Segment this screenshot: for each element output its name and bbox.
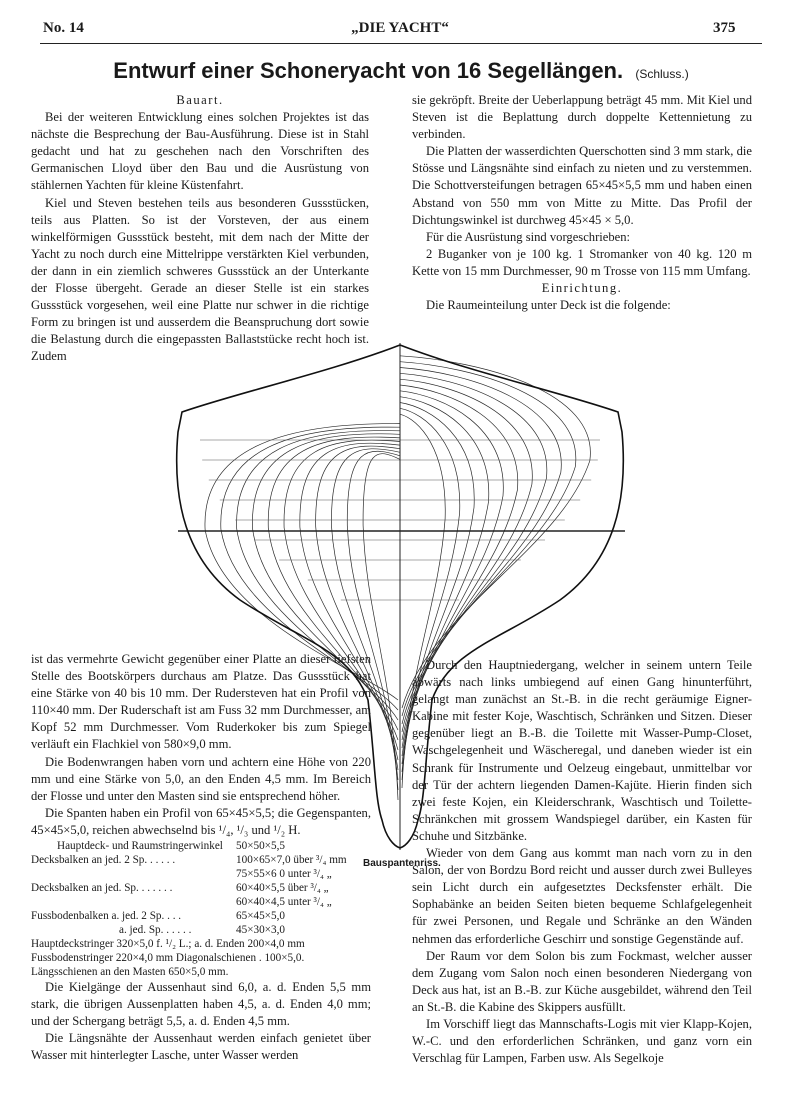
spec-value: 50×50×5,5 <box>236 840 285 853</box>
spec-value: 60×40×4,5 unter ³/₄ „ <box>236 896 332 909</box>
spec-label <box>31 895 236 909</box>
spec-line: Fussbodenstringer 220×4,0 mm Diagonalschienen . 100×5,0. <box>31 952 305 965</box>
spec-line: Hauptdeckstringer 320×5,0 f. ¹/₂ L.; a. d. Enden 200×4,0 mm <box>31 938 305 951</box>
paragraph: Die Bodenwrangen haben vorn und achtern eine Höhe von 220 mm und eine Stärke von 5,0, an den Enden 4,5 mm. Im Bereich der Flosse und unter den Masten sind sie entsprechend höher. <box>31 754 371 803</box>
paragraph: sie gekröpft. Breite der Ueberlappung beträgt 45 mm. Mit Kiel und Steven ist die Beplattung durch doppelte Kettennietung zu verbinden. <box>412 93 752 142</box>
spec-row <box>31 923 371 937</box>
specs-table <box>31 839 371 979</box>
paragraph: Die Raumeinteilung unter Deck ist die folgende: <box>426 298 671 313</box>
spec-value: 100×65×7,0 über ³/₄ mm <box>236 854 347 867</box>
paragraph: Die Spanten haben ein Profil von 65×45×5,5; die Gegenspanten, 45×45×5,0, reichen abwechselnd bis ¹/₄, ¹/₃ und ¹/₂ H. <box>31 805 371 837</box>
spec-value: 45×30×3,0 <box>236 924 285 937</box>
subheading-einrichtung: Einrichtung. <box>541 281 623 296</box>
spec-label: Fussbodenbalken a. jed. 2 Sp. . . . <box>31 910 182 923</box>
paragraph: Kiel und Steven bestehen teils aus besonderen Gussstücken, teils aus Platten. So ist der Vorsteven, der aus einem winkelförmigen Gussstück besteht, mit dem nach der Mitte der Yacht zu noch durch eine Mittelrippe verstärkten Kiel verbunden, der dann in ein ziemlich schweres Gussstück an der Unterkante der Flosse übergeht. Gerade an dieser Stelle ist ein starkes Gussstück vorgesehen, weil eine Platte nur schwer in die richtige Form zu bringen ist und ausserdem die Beanspruchung dort sowie die Belastung durch die eingepassten Ballaststücke recht hoch ist. Zudem <box>31 195 369 364</box>
spec-line: Längsschienen an den Masten 650×5,0 mm. <box>31 966 229 979</box>
article-title-note: (Schluss.) <box>635 67 689 81</box>
spec-row <box>31 909 371 923</box>
spec-row <box>31 881 371 895</box>
spec-row <box>31 839 371 853</box>
paragraph: Für die Ausrüstung sind vorgeschrieben: <box>426 229 631 244</box>
column-left-bottom <box>31 651 371 1065</box>
spec-row <box>31 853 371 867</box>
spec-value: 60×40×5,5 über ³/₄ „ <box>236 882 329 895</box>
spec-value: 75×55×6 0 unter ³/₄ „ <box>236 868 332 881</box>
subheading-bauart: Bauart. <box>176 93 224 107</box>
page-number: 375 <box>713 20 736 36</box>
paragraph: Im Vorschiff liegt das Mannschafts-Logis mit vier Klapp-Kojen, W.-C. und den erforderlichen Schränken, und ganz vorn ein Verschlag für Lampen, Farben usw. Als Segelkoje <box>412 1016 752 1066</box>
spec-label: Decksbalken an jed. 2 Sp. . . . . . <box>31 854 176 867</box>
paragraph: ist das vermehrte Gewicht gegenüber einer Platte an dieser tiefsten Stelle des Bootskörpers durchaus am Platze. Das Gussstück hat eine Stärke von 40 bis 10 mm. Der Rudersteven hat ein Profil von 110×40 mm. Der Ruderschaft ist am Fuss 32 mm Durchmesser, am Kopf 52 mm Durchmesser. Vom Ruderkoker bis zum Spiegel verläuft ein Flachkiel von 580×9,0 mm. <box>31 652 371 752</box>
paragraph: Die Kielgänge der Aussenhaut sind 6,0, a. d. Enden 5,5 mm stark, die übrigen Aussenplatten haben 4,5, a. d. Enden 4,0 mm; und der Schergang beträgt 5,5, a. d. Enden 4,5 mm. <box>31 980 371 1029</box>
column-right-bottom <box>412 657 752 1067</box>
article-title-text: Entwurf einer Schoneryacht von 16 Segellängen. <box>113 58 624 83</box>
paragraph: Bei der weiteren Entwicklung eines solchen Projektes ist das nächste die Besprechung der Bau-Ausführung. Diese ist in Stahl gedacht und hat zu geschehen nach den Vorschriften des Germanischen Lloyd über den Bau und die Ausrüstung von stählernen Yachten für kleine Küstenfahrt. <box>31 110 369 193</box>
paragraph: Die Platten der wasserdichten Querschotten sind 3 mm stark, die Stösse und Längsnähte sind einfach zu nieten und zu verstemmen. Die Schottversteifungen betragen 65×45×5,5 mm und haben einen Abstand von 550 mm von Mitte zu Mitte. Das Profil der Dichtungswinkel ist durchweg 45×45 × 5,0. <box>412 144 752 227</box>
spec-label: Hauptdeck- und Raumstringerwinkel <box>57 840 223 853</box>
paragraph: Der Raum vor dem Solon bis zum Fockmast, welcher ausser dem Zugang vom Salon noch einen besonderen Niedergang von Deck aus hat, ist an B.-B. zur Küche ausgebildet, während den Teil an St.-B. die Kabine des Skippers ausfüllt. <box>412 948 752 1014</box>
figure-caption: Bauspantenriss. <box>363 858 441 869</box>
spec-label: Decksbalken an jed. Sp. . . . . . . <box>31 882 173 895</box>
issue-number: No. 14 <box>43 20 84 36</box>
paragraph: Wieder von dem Gang aus kommt man nach vorn zu in den Salon, der von Bordzu Bord reicht und ausser durch zwei Bulleyes sein Licht durch ein aufgesetztes Decksfenster erhält. Die Sophabänke an beiden Seiten bieten bequeme Schlafgelegenheit für zwei Personen, und Regale und Schränke an den Wänden nehmen das erforderliche Geschirr und sonstige Gegenstände auf. <box>412 846 752 946</box>
paragraph: Durch den Hauptniedergang, welcher in seinem untern Teile abwärts nach links umbiegend auf einen Gang hinunterführt, gelangt man zunächst an St.-B. in die recht geräumige Eigner-Kabine mit fester Koje, Waschtisch, Schränken und Sitzen. Dieser gegenüber liegt an B.-B. die Toilette mit Wasser-Pump-Closet, Waschgelegenheit und Wäscheregal, und daneben wieder ist ein Schrank für Instrumente und Oelzeug eingebaut, unmittelbar vor der Tür der achtern liegenden Damen-Kajüte. Hierin finden sich zwei feste Kojen, ein Kleiderschrank, Waschtisch und Toilette-Schränkchen mit grossem Wandspiegel darüber, ein Kasten für Schuhe und Sitzbänke. <box>412 658 752 843</box>
spec-label: a. jed. Sp. . . . . . <box>119 924 192 937</box>
spec-label <box>31 867 236 881</box>
paragraph: 2 Buganker von je 100 kg. 1 Stromanker von 40 kg. 120 m Kette von 15 mm Durchmesser, 90 m Trosse von 115 mm Umfang. <box>412 246 752 278</box>
journal-title: „DIE YACHT“ <box>351 20 449 36</box>
spec-value: 65×45×5,0 <box>236 910 285 923</box>
spec-row <box>31 867 371 881</box>
paragraph: Die Längsnähte der Aussenhaut werden einfach genietet über Wasser mit hinterlegter Lasche, unter Wasser werden <box>31 1031 371 1063</box>
spec-row <box>31 895 371 909</box>
